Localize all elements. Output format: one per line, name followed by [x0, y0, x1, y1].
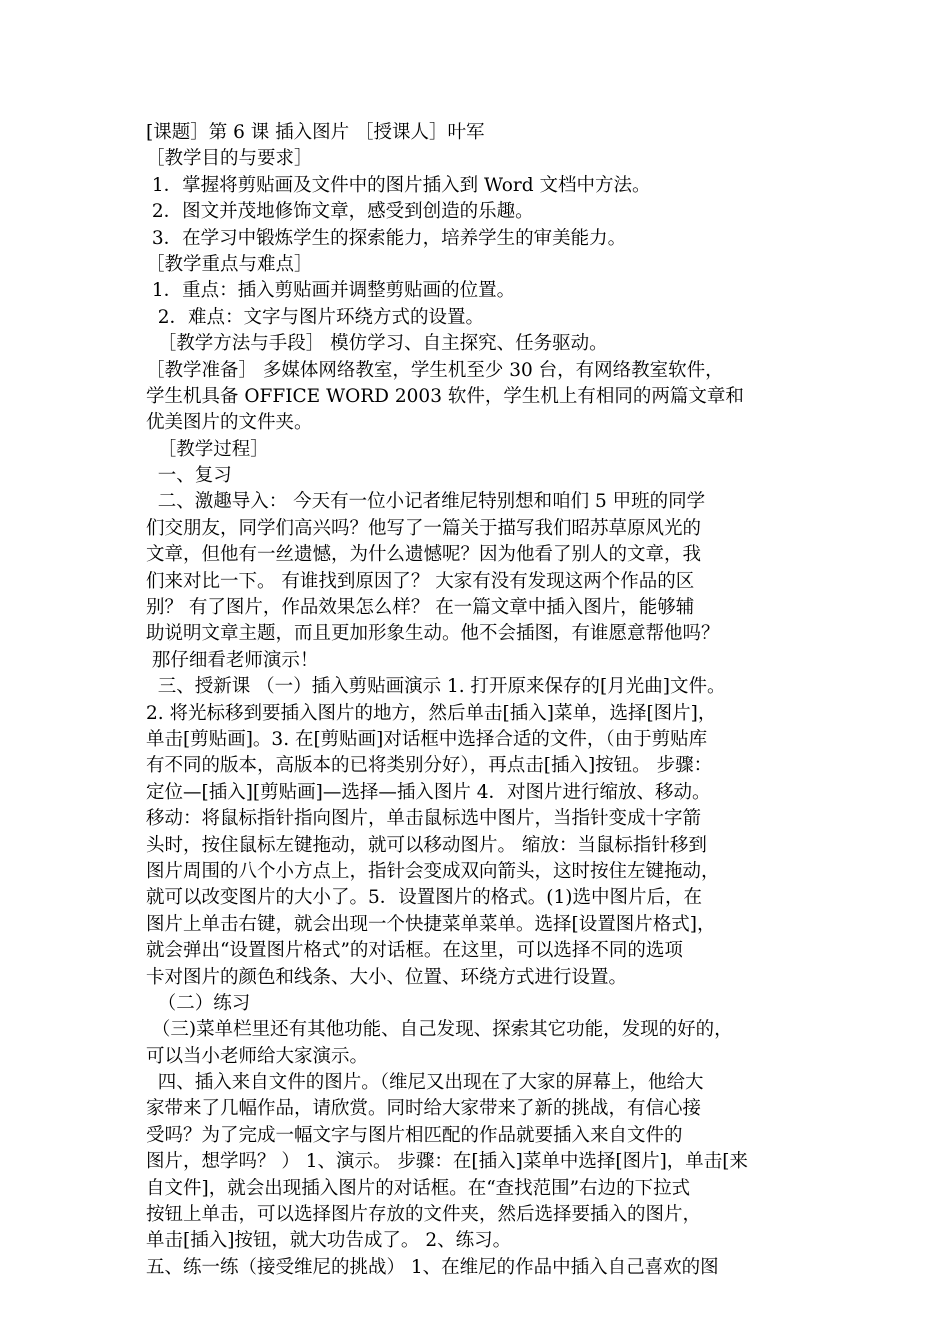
- text-line: 就会弹出“设置图片格式”的对话框。在这里，可以选择不同的选项: [146, 940, 683, 962]
- text-line: 就可以改变图片的大小了。5．设置图片的格式。(1)选中图片后，在: [146, 887, 702, 909]
- text-line: ［教学目的与要求］: [146, 148, 313, 170]
- text-line: 助说明文章主题，而且更加形象生动。他不会插图，有谁愿意帮他吗？: [146, 623, 720, 645]
- text-line: ［教学准备］ 多媒体网络教室，学生机至少 30 台，有网络教室软件，: [146, 359, 724, 381]
- text-line: 定位—[插入][剪贴画]—选择—插入图片 4．对图片进行缩放、移动。: [146, 781, 711, 803]
- text-line: 们交朋友，同学们高兴吗？他写了一篇关于描写我们昭苏草原风光的: [146, 517, 702, 539]
- text-line: 文章，但他有一丝遗憾，为什么遗憾呢？因为他看了别人的文章，我: [146, 544, 702, 566]
- text-line: 图片上单击右键，就会出现一个快捷菜单菜单。选择[设置图片格式]，: [146, 913, 716, 935]
- text-line: 2. 将光标移到要插入图片的地方，然后单击[插入]菜单，选择[图片]，: [146, 702, 717, 724]
- text-line: 四、插入来自文件的图片。（维尼又出现在了大家的屏幕上，他给大: [146, 1072, 704, 1094]
- text-line: 优美图片的文件夹。: [146, 412, 313, 434]
- text-line: 卡对图片的颜色和线条、大小、位置、环绕方式进行设置。: [146, 966, 628, 988]
- text-line: 有不同的版本，高版本的已将类别分好），再点击[插入]按钮。 步骤：: [146, 755, 713, 777]
- text-line: 3．在学习中锻炼学生的探索能力，培养学生的审美能力。: [146, 227, 627, 249]
- text-line: ［教学重点与难点］: [146, 253, 313, 275]
- text-line: 单击[插入]按钮，就大功告成了。 2、练习。: [146, 1230, 512, 1252]
- text-line: 头时，按住鼠标左键拖动，就可以移动图片。 缩放：当鼠标指针移到: [146, 834, 707, 856]
- text-line: [课题］第 6 课 插入图片 ［授课人］叶军: [146, 122, 485, 143]
- text-line: ［教学过程］: [146, 438, 269, 460]
- text-line: 三、授新课 （一）插入剪贴画演示 1. 打开原来保存的[月光曲]文件。: [146, 676, 726, 698]
- text-line: 家带来了几幅作品，请欣赏。同时给大家带来了新的挑战，有信心接: [146, 1098, 702, 1120]
- text-line: 1．重点：插入剪贴画并调整剪贴画的位置。: [146, 280, 516, 302]
- text-line: 受吗？为了完成一幅文字与图片相匹配的作品就要插入来自文件的: [146, 1124, 683, 1146]
- text-line: 2．难点：文字与图片环绕方式的设置。: [146, 306, 485, 328]
- text-line: 自文件]，就会出现插入图片的对话框。在“查找范围”右边的下拉式: [146, 1177, 691, 1199]
- text-line: 按钮上单击，可以选择图片存放的文件夹，然后选择要插入的图片，: [146, 1204, 702, 1226]
- text-line: 们来对比一下。 有谁找到原因了？ 大家有没有发现这两个作品的区: [146, 570, 695, 592]
- text-line: 2．图文并茂地修饰文章，感受到创造的乐趣。: [146, 201, 534, 223]
- text-line: 二、激趣导入： 今天有一位小记者维尼特别想和咱们 5 甲班的同学: [146, 491, 706, 513]
- text-line: 移动：将鼠标指针指向图片，单击鼠标选中图片，当指针变成十字箭: [146, 808, 702, 830]
- text-line: 学生机具备 OFFICE WORD 2003 软件，学生机上有相同的两篇文章和: [146, 385, 744, 407]
- text-line: 一、复习: [146, 465, 232, 487]
- text-line: 可以当小老师给大家演示。: [146, 1045, 369, 1067]
- text-line: 图片，想学吗？ ） 1、演示。 步骤：在[插入]菜单中选择[图片]，单击[来: [146, 1151, 749, 1173]
- text-line: 别？ 有了图片，作品效果怎么样？ 在一篇文章中插入图片，能够辅: [146, 597, 695, 619]
- text-line: 那仔细看老师演示！: [146, 649, 319, 671]
- text-line: 单击[剪贴画]。3. 在[剪贴画]对话框中选择合适的文件，（由于剪贴库: [146, 728, 708, 750]
- text-line: （二）练习: [146, 992, 251, 1014]
- document-page: [146, 120, 836, 1281]
- text-line: 五、练一练（接受维尼的挑战） 1、在维尼的作品中插入自己喜欢的图: [146, 1256, 719, 1278]
- text-line: ［教学方法与手段］ 模仿学习、自主探究、任务驱动。: [146, 333, 608, 355]
- text-line: 图片周围的八个小方点上，指针会变成双向箭头，这时按住左键拖动，: [146, 860, 720, 882]
- text-line: （三)菜单栏里还有其他功能、自己发现、探索其它功能，发现的好的，: [146, 1019, 733, 1041]
- text-line: 1．掌握将剪贴画及文件中的图片插入到 Word 文档中方法。: [146, 174, 651, 196]
